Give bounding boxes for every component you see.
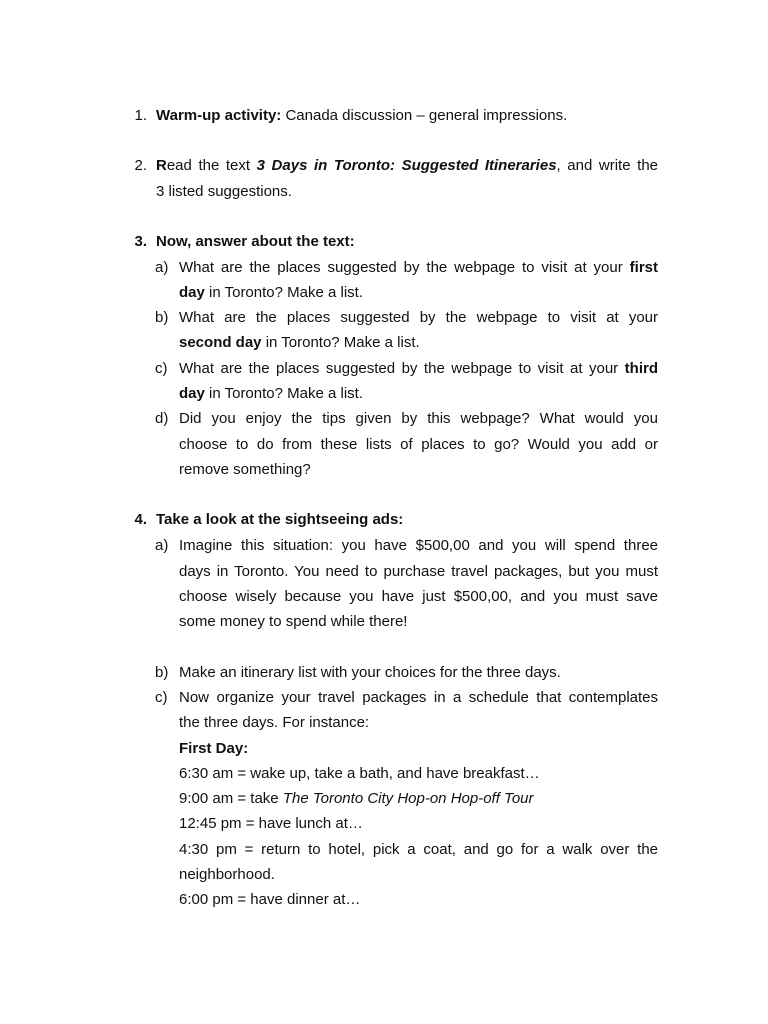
sub-letter: a): [155, 537, 169, 554]
schedule-line-continued: neighborhood.: [179, 866, 275, 883]
item-2-line-1: Read the text 3 Days in Toronto: Suggested Itineraries, and write the: [156, 157, 659, 174]
q3a-line-2: day in Toronto? Make a list.: [179, 284, 363, 301]
sub-letter: d): [155, 410, 169, 427]
schedule-line: 6:00 pm = have dinner at…: [179, 891, 361, 908]
item-number: 2.: [134, 157, 147, 174]
tour-name: The Toronto City Hop-on Hop-off Tour: [282, 790, 534, 807]
q3a-line-1: What are the places suggested by the webpage to visit at your first: [179, 259, 658, 276]
schedule-line: 6:30 am = wake up, take a bath, and have breakfast…: [179, 765, 540, 782]
sub-letter: c): [155, 360, 168, 377]
schedule-line: 9:00 am = take The Toronto City Hop-on Hop-off Tour: [179, 790, 534, 807]
q4c-line-2: the three days. For instance:: [179, 714, 370, 731]
schedule-line: 4:30 pm = return to hotel, pick a coat, and go for a walk over the: [179, 841, 658, 858]
text-title: 3 Days in Toronto: Suggested Itineraries: [256, 157, 557, 174]
item-number: 3.: [134, 233, 147, 250]
q3d-line-3: remove something?: [179, 461, 311, 478]
item-3-heading: Now, answer about the text:: [156, 233, 355, 250]
q4a-line-1: Imagine this situation: you have $500,00 and you will spend three: [179, 537, 658, 554]
sub-letter: b): [155, 664, 169, 681]
schedule-line: 12:45 pm = have lunch at…: [179, 815, 363, 832]
item-1-text: Warm-up activity: Canada discussion – general impressions.: [156, 107, 568, 124]
item-1-lead: Warm-up activity:: [156, 107, 282, 124]
item-4-heading: Take a look at the sightseeing ads:: [156, 511, 404, 528]
q4b-text: Make an itinerary list with your choices for the three days.: [179, 664, 561, 681]
first-day-label: First Day:: [179, 740, 249, 757]
q3c-line-2: day in Toronto? Make a list.: [179, 385, 363, 402]
q3b-line-1: What are the places suggested by the webpage to visit at your: [179, 309, 658, 326]
item-number: 4.: [134, 511, 147, 528]
item-2-line-2: 3 listed suggestions.: [156, 183, 292, 200]
sub-letter: b): [155, 309, 169, 326]
q3c-line-1: What are the places suggested by the webpage to visit at your third: [179, 360, 658, 377]
q4c-line-1: Now organize your travel packages in a schedule that contemplates: [179, 689, 658, 706]
sub-letter: a): [155, 259, 169, 276]
q4a-line-3: choose wisely because you have just $500,00, and you must save: [179, 588, 658, 605]
q3d-line-1: Did you enjoy the tips given by this webpage? What would you: [179, 410, 658, 427]
q3b-line-2: second day in Toronto? Make a list.: [179, 334, 420, 351]
q3d-line-2: choose to do from these lists of places to go? Would you add or: [179, 436, 658, 453]
q4a-line-2: days in Toronto. You need to purchase travel packages, but you must: [179, 563, 658, 580]
sub-letter: c): [155, 689, 168, 706]
item-number: 1.: [134, 107, 147, 124]
q4a-line-4: some money to spend while there!: [179, 613, 408, 630]
